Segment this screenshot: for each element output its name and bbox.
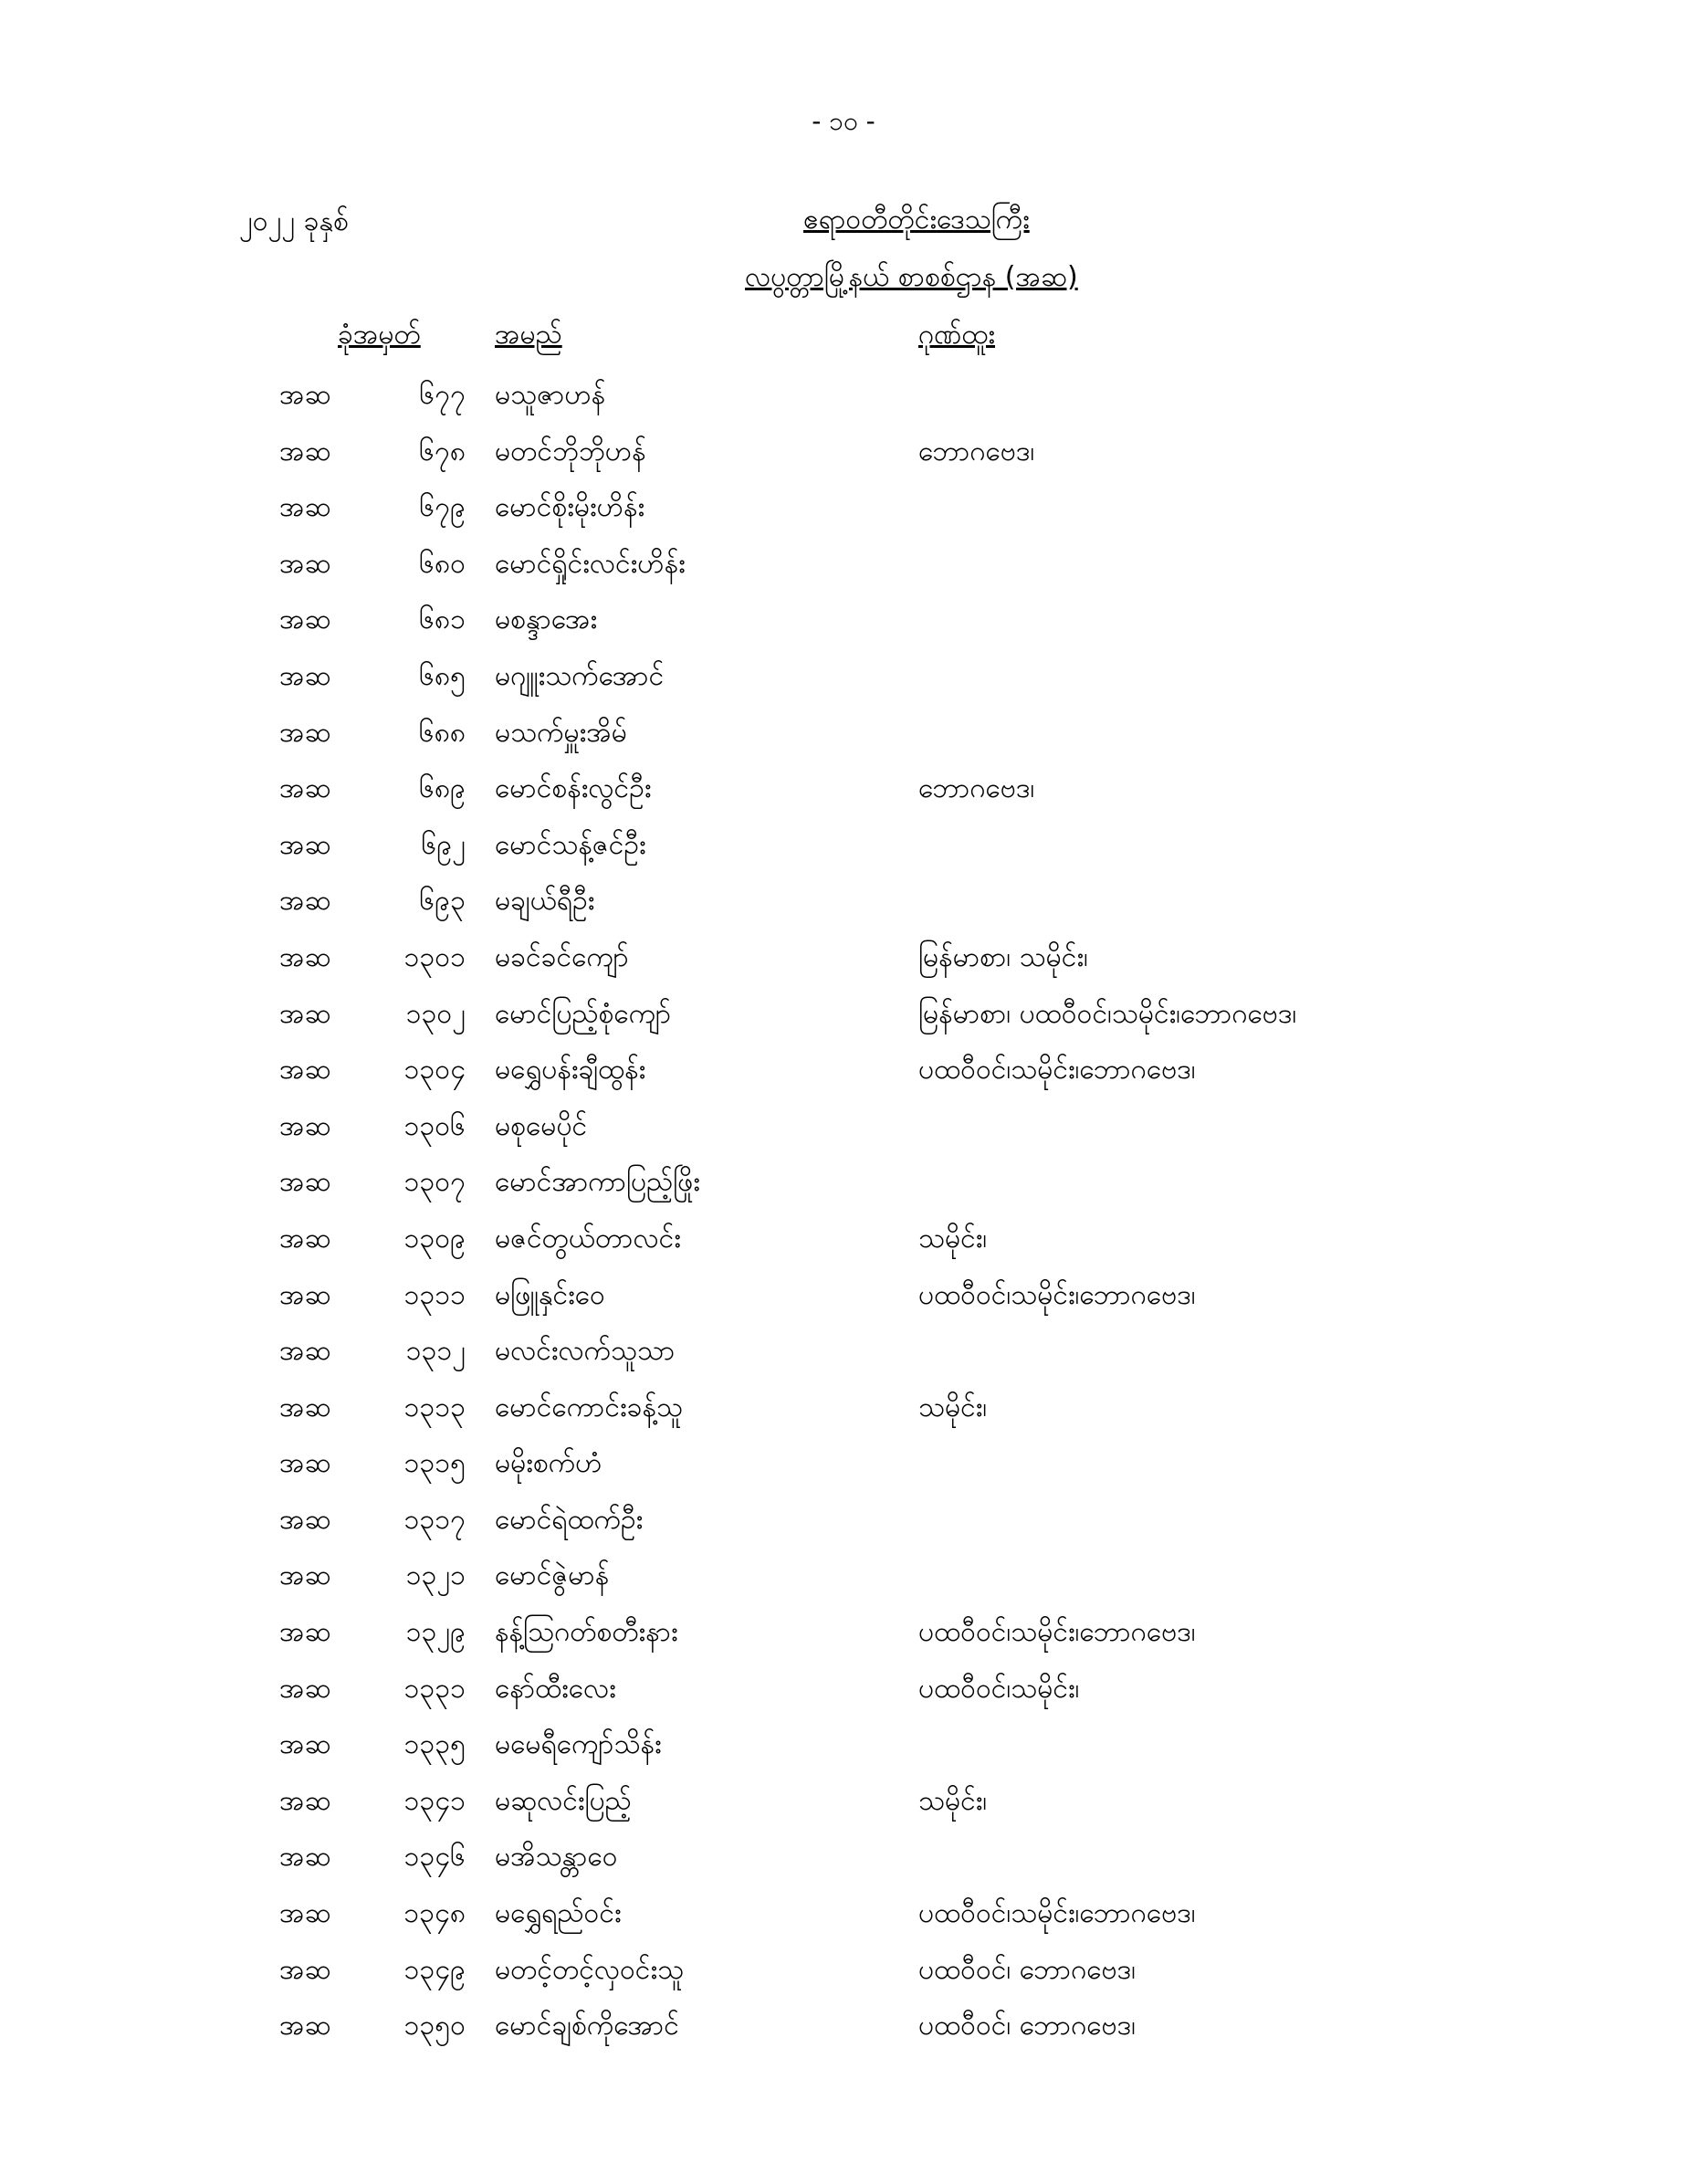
list-item — [0, 1444, 1687, 1501]
distinction-subjects: ပထဝီဝင်၊သမိုင်း၊ — [918, 1672, 1080, 1705]
roll-prefix: အဆ — [279, 1503, 331, 1536]
roll-number: ၁၃၁၇ — [403, 1503, 466, 1536]
roll-number: ၁၃၄၈ — [403, 1897, 466, 1930]
student-name: မတင့်တင့်လှဝင်းသူ — [495, 1953, 685, 1986]
roll-number: ၆၉၂ — [421, 828, 466, 861]
student-name: မမေရီကျော်သိန်း — [495, 1728, 662, 1761]
page-number: - ၁၀ - — [812, 106, 875, 136]
roll-prefix: အဆ — [279, 1109, 331, 1142]
roll-prefix: အဆ — [279, 828, 331, 861]
roll-prefix: အဆ — [279, 1841, 331, 1874]
list-item — [0, 1613, 1687, 1670]
roll-prefix: အဆ — [279, 435, 331, 467]
distinction-subjects: ပထဝီဝင်၊သမိုင်း၊ဘောဂဗေဒ၊ — [918, 1278, 1196, 1311]
list-item — [0, 601, 1687, 657]
roll-prefix: အဆ — [279, 1784, 331, 1817]
student-name: မလင်းလက်သူသာ — [495, 1335, 676, 1368]
student-name: မစုမေပိုင် — [495, 1109, 588, 1142]
roll-prefix: အဆ — [279, 716, 331, 749]
roll-prefix: အဆ — [279, 1672, 331, 1705]
student-name: မသူဇာဟန် — [495, 379, 606, 411]
roll-number: ၁၃၃၁ — [403, 1672, 466, 1705]
student-name: မောင်စန်းလွင်ဦး — [495, 772, 652, 805]
roll-prefix: အဆ — [279, 885, 331, 918]
distinction-subjects: ပထဝီဝင်၊သမိုင်း၊ဘောဂဗေဒ၊ — [918, 1897, 1196, 1930]
student-name: မဖြူနှင်းဝေ — [495, 1278, 605, 1311]
distinction-subjects: မြန်မာစာ၊ ပထဝီဝင်၊သမိုင်း၊ဘောဂဗေဒ၊ — [918, 997, 1297, 1030]
roll-number: ၁၃၀၇ — [403, 1166, 466, 1199]
roll-prefix: အဆ — [279, 1616, 331, 1649]
list-item — [0, 1726, 1687, 1782]
student-name: မရွှေရည်ဝင်း — [495, 1897, 622, 1930]
student-name: မဇင်တွယ်တာလင်း — [495, 1222, 681, 1255]
roll-number: ၁၃၀၄ — [403, 1054, 466, 1087]
student-name: မောင်အာကာပြည့်ဖြိုး — [495, 1166, 700, 1199]
distinction-subjects: ဘောဂဗေဒ၊ — [918, 435, 1035, 467]
roll-number: ၆၈၀ — [419, 547, 466, 580]
list-item — [0, 2007, 1687, 2063]
column-header-distinction: ဂုဏ်ထူး — [918, 319, 995, 351]
distinction-subjects: သမိုင်း၊ — [918, 1784, 988, 1817]
roll-number: ၁၃၂၁ — [405, 1559, 466, 1592]
roll-prefix: အဆ — [279, 772, 331, 805]
list-item — [0, 1108, 1687, 1164]
list-item — [0, 1389, 1687, 1445]
roll-prefix: အဆ — [279, 940, 331, 973]
list-item — [0, 1951, 1687, 2008]
roll-number: ၁၃၀၂ — [405, 997, 466, 1030]
list-item — [0, 1276, 1687, 1333]
student-name: မရွှေပန်းချီထွန်း — [495, 1054, 646, 1087]
student-name: မောင်စိုးမိုးဟိန်း — [495, 491, 645, 524]
list-item — [0, 376, 1687, 433]
list-item — [0, 770, 1687, 826]
roll-prefix: အဆ — [279, 379, 331, 411]
list-item — [0, 939, 1687, 995]
roll-number: ၆၈၁ — [419, 604, 466, 636]
roll-number: ၆၈၈ — [418, 716, 466, 749]
student-name: မောင်ချစ်ကိုအောင် — [495, 2010, 679, 2042]
list-item — [0, 1220, 1687, 1276]
exam-year: ၂၀၂၂ ခုနှစ် — [239, 205, 349, 237]
student-name: နန့်သြဂတ်စတီးနား — [495, 1616, 678, 1649]
list-item — [0, 657, 1687, 714]
student-name: မောင်သန့်ဇင်ဦး — [495, 828, 646, 861]
region-title: ဧရာဝတီတိုင်းဒေသကြီး — [803, 204, 1030, 236]
roll-number: ၆၇၈ — [419, 435, 466, 467]
distinction-subjects: ပထဝီဝင်၊သမိုင်း၊ဘောဂဗေဒ၊ — [918, 1616, 1196, 1649]
list-item — [0, 995, 1687, 1052]
roll-number: ၆၈၉ — [419, 772, 466, 805]
student-name: မဂျူးသက်အောင် — [495, 659, 665, 692]
roll-number: ၆၇၇ — [419, 379, 466, 411]
student-name: မချယ်ရီဦး — [495, 885, 595, 918]
roll-number: ၁၃၅၀ — [403, 2010, 466, 2042]
roll-prefix: အဆ — [279, 1054, 331, 1087]
roll-number: ၁၃၄၁ — [403, 1784, 466, 1817]
roll-prefix: အဆ — [279, 1447, 331, 1480]
roll-prefix: အဆ — [279, 1335, 331, 1368]
student-name: မဆုလင်းပြည့် — [495, 1784, 632, 1817]
distinction-subjects: ပထဝီဝင်၊သမိုင်း၊ဘောဂဗေဒ၊ — [918, 1054, 1196, 1087]
list-item — [0, 488, 1687, 545]
list-item — [0, 545, 1687, 602]
roll-prefix: အဆ — [279, 1953, 331, 1986]
exam-center-subtitle: လပွတ္တာမြို့နယ် စာစစ်ဌာန (အဆ) — [745, 261, 1078, 293]
student-name: မောင်ရှိုင်းလင်းဟိန်း — [495, 547, 686, 580]
list-item — [0, 826, 1687, 883]
distinction-subjects: ပထဝီဝင်၊ ဘောဂဗေဒ၊ — [918, 2010, 1137, 2042]
roll-prefix: အဆ — [279, 1278, 331, 1311]
distinction-subjects: မြန်မာစာ၊ သမိုင်း၊ — [918, 940, 1088, 973]
list-item — [0, 1051, 1687, 1108]
distinction-subjects: ပထဝီဝင်၊ ဘောဂဗေဒ၊ — [918, 1953, 1137, 1986]
list-item — [0, 1557, 1687, 1613]
student-name: မအိသန္တာဝေ — [495, 1841, 618, 1874]
list-item — [0, 1670, 1687, 1727]
roll-number: ၁၃၀၆ — [403, 1109, 466, 1142]
roll-number: ၁၃၄၆ — [403, 1841, 466, 1874]
roll-prefix: အဆ — [279, 1559, 331, 1592]
roll-number: ၁၃၂၉ — [405, 1616, 466, 1649]
distinction-subjects: သမိုင်း၊ — [918, 1391, 988, 1423]
student-name: မခင်ခင်ကျော် — [495, 940, 629, 973]
list-item — [0, 1838, 1687, 1895]
roll-number: ၁၃၃၅ — [403, 1728, 466, 1761]
list-item — [0, 1501, 1687, 1558]
roll-number: ၁၃၀၉ — [403, 1222, 466, 1255]
roll-number: ၁၃၁၃ — [403, 1391, 466, 1423]
roll-prefix: အဆ — [279, 2010, 331, 2042]
roll-number: ၁၃၁၅ — [403, 1447, 466, 1480]
student-name: နော်ထီးလေး — [495, 1672, 616, 1705]
roll-prefix: အဆ — [279, 1222, 331, 1255]
roll-number: ၆၉၃ — [419, 885, 466, 918]
roll-prefix: အဆ — [279, 1728, 331, 1761]
distinction-subjects: ဘောဂဗေဒ၊ — [918, 772, 1035, 805]
roll-prefix: အဆ — [279, 604, 331, 636]
student-name: မစန္ဒာအေး — [495, 604, 598, 636]
student-name: မောင်ကောင်းခန့်သူ — [495, 1391, 684, 1423]
roll-number: ၆၈၅ — [419, 659, 466, 692]
student-name: မတင်ဘိုဘိုဟန် — [495, 435, 646, 467]
roll-number: ၁၃၁၁ — [403, 1278, 466, 1311]
student-name: မောင်ပြည့်စုံကျော် — [495, 997, 672, 1030]
student-name: မောင်ရဲထက်ဦး — [495, 1503, 644, 1536]
list-item — [0, 882, 1687, 939]
roll-prefix: အဆ — [279, 1897, 331, 1930]
distinction-subjects: သမိုင်း၊ — [918, 1222, 988, 1255]
roll-prefix: အဆ — [279, 1166, 331, 1199]
roll-prefix: အဆ — [279, 997, 331, 1030]
list-item — [0, 1332, 1687, 1389]
list-item — [0, 714, 1687, 771]
roll-number: ၁၃၀၁ — [403, 940, 466, 973]
student-name: မသက်မှူးအိမ် — [495, 716, 627, 749]
list-item — [0, 433, 1687, 489]
column-header-roll-number: ခုံအမှတ် — [338, 319, 421, 351]
roll-prefix: အဆ — [279, 547, 331, 580]
list-item — [0, 1895, 1687, 1951]
roll-prefix: အဆ — [279, 491, 331, 524]
student-name: မောင်ဇွဲမာန် — [495, 1559, 610, 1592]
list-item — [0, 1163, 1687, 1220]
roll-prefix: အဆ — [279, 1391, 331, 1423]
student-name: မမိုးစက်ဟံ — [495, 1447, 602, 1480]
roll-number: ၁၃၁၂ — [405, 1335, 466, 1368]
roll-prefix: အဆ — [279, 659, 331, 692]
list-item — [0, 1782, 1687, 1839]
column-header-name: အမည် — [495, 319, 562, 351]
roll-number: ၁၃၄၉ — [403, 1953, 466, 1986]
results-list — [0, 376, 1687, 2063]
roll-number: ၆၇၉ — [419, 491, 466, 524]
